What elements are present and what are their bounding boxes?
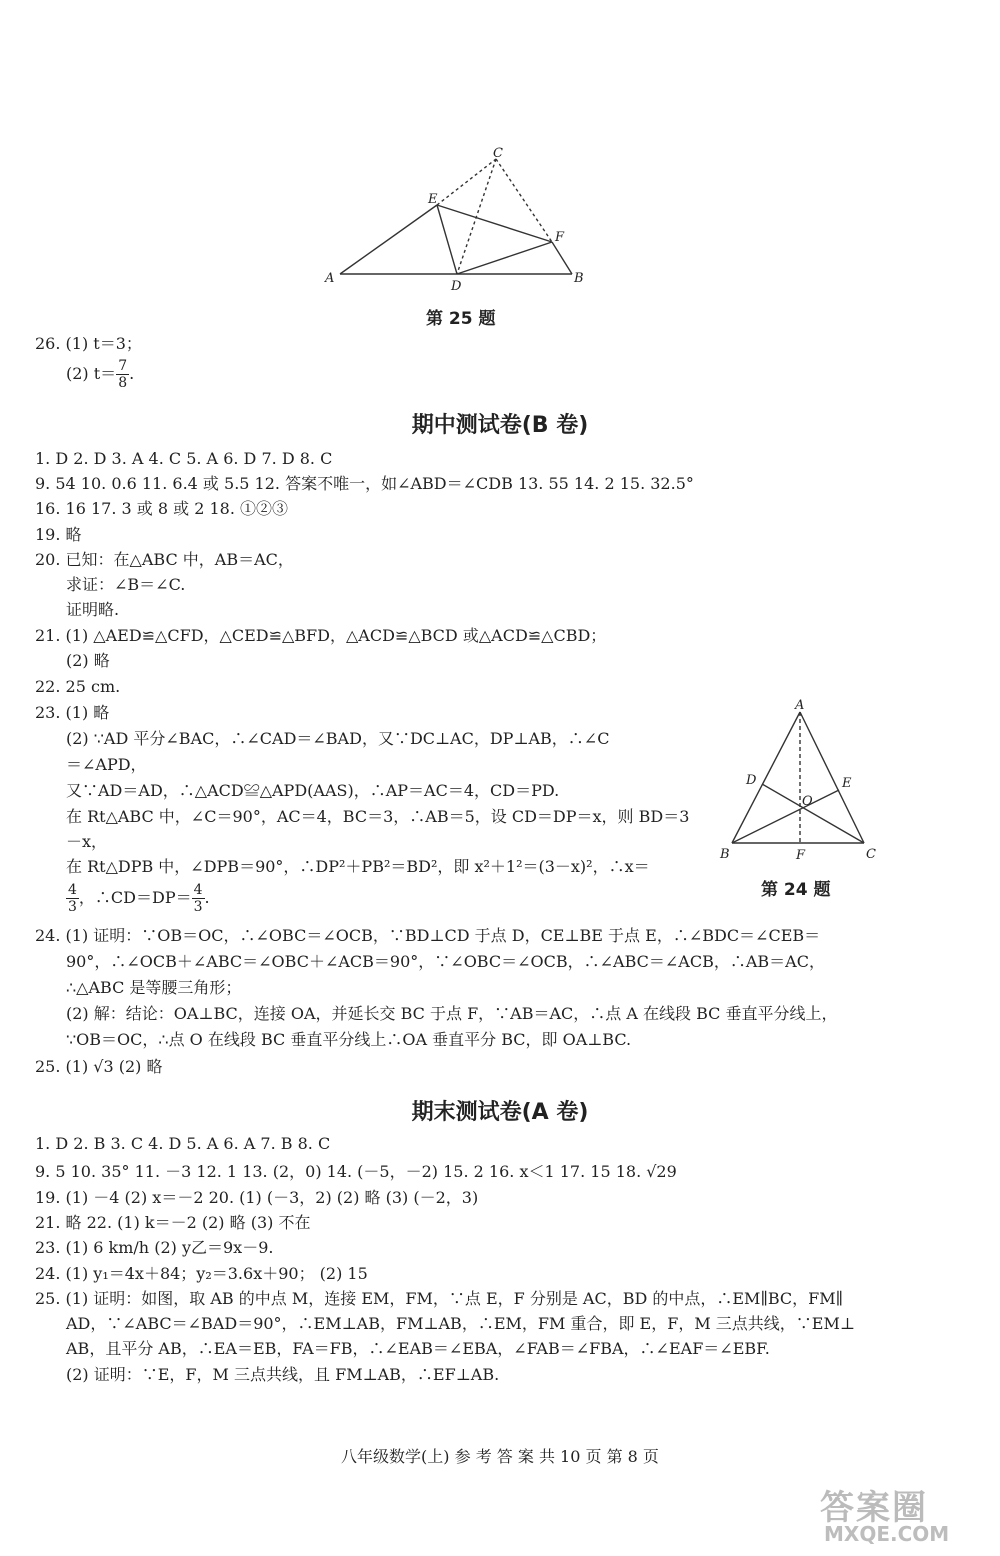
answer-line: (2) 略 xyxy=(66,651,110,670)
segment-ae xyxy=(340,205,437,274)
q26-part2-prefix: (2) t＝ xyxy=(66,364,117,383)
segment-ef xyxy=(437,205,552,242)
q23-fraction-cd-numerator: 4 xyxy=(193,882,203,898)
point-label-d: D xyxy=(451,279,462,294)
section-b-title: 期中测试卷(B 卷) xyxy=(411,413,589,438)
watermark xyxy=(820,1478,990,1548)
figure-25-diagram xyxy=(320,145,600,295)
answer-line: 25. (1) √3 (2) 略 xyxy=(35,1057,163,1076)
point-label-f: F xyxy=(796,848,806,863)
answer-line: 19. 略 xyxy=(35,525,82,544)
answer-line: 9. 54 10. 0.6 11. 6.4 或 5.5 12. 答案不唯一，如∠ABD＝∠CDB 13. 55 14. 2 15. 32.5° xyxy=(35,474,694,493)
answer-line: 1. D 2. D 3. A 4. C 5. A 6. D 7. D 8. C xyxy=(35,449,333,468)
q23-conclusion-text: ，∴CD＝DP＝ xyxy=(78,888,192,907)
watermark-logo-text: 答案圈 xyxy=(820,1488,928,1528)
point-label-o: O xyxy=(802,794,813,809)
point-label-c: C xyxy=(866,847,876,862)
answer-line: ∴△ABC 是等腰三角形； xyxy=(66,978,242,997)
q23-fraction-cd xyxy=(192,882,205,915)
figure-25-caption: 第 25 题 xyxy=(426,309,496,329)
q23-fraction-x xyxy=(66,882,79,915)
figure-24-diagram xyxy=(712,698,892,868)
answer-line: 在 Rt△ABC 中，∠C＝90°，AC＝4，BC＝3，∴AB＝5，设 CD＝DP＝x，则 BD＝3 xyxy=(66,807,690,826)
answer-line: ＝∠APD， xyxy=(66,755,147,774)
answer-line: 24. (1) 证明：∵OB＝OC，∴∠OBC＝∠OCB，∵BD⊥CD 于点 D，CE⊥BE 于点 E，∴∠BDC＝∠CEB＝ xyxy=(35,926,821,945)
answer-line: (2) 证明：∵E，F，M 三点共线，且 FM⊥AB，∴EF⊥AB. xyxy=(66,1365,500,1384)
answer-line: 9. 5 10. 35° 11. －3 12. 1 13. (2，0) 14. (－5，－2) 15. 2 16. x＜1 17. 15 18. √29 xyxy=(35,1162,677,1181)
point-label-e: E xyxy=(842,776,852,791)
answer-line: 21. (1) △AED≌△CFD，△CED≌△BFD，△ACD≌△BCD 或△ACD≌△CBD； xyxy=(35,626,607,645)
answer-line: 22. 25 cm. xyxy=(35,677,121,696)
answer-line: 1. D 2. B 3. C 4. D 5. A 6. A 7. B 8. C xyxy=(35,1134,331,1153)
q26-part2-suffix: . xyxy=(129,364,135,383)
segment-ed xyxy=(437,205,457,274)
answer-line: 90°，∴∠OCB＋∠ABC＝∠OBC＋∠ACB＝90°，∵∠OBC＝∠OCB，∴∠ABC＝∠ACB，∴AB＝AC， xyxy=(66,952,825,971)
answer-line: 在 Rt△DPB 中，∠DPB＝90°，∴DP²＋PB²＝BD²，即 x²＋1²＝(3－x)²，∴x＝ xyxy=(66,857,650,876)
segment-cd xyxy=(762,784,864,843)
segment-ac xyxy=(800,712,864,843)
segment-cd-dashed xyxy=(457,159,496,274)
segment-ec-dashed xyxy=(437,159,496,205)
point-label-b: B xyxy=(720,847,730,862)
answer-line: －x， xyxy=(66,832,108,851)
answer-line: 16. 16 17. 3 或 8 或 2 18. ①②③ xyxy=(35,499,289,518)
answer-line: 23. (1) 6 km/h (2) y乙＝9x－9. xyxy=(35,1238,274,1257)
point-label-e: E xyxy=(428,192,438,207)
q23-fraction-cd-denominator: 3 xyxy=(193,899,203,915)
q23-conclusion xyxy=(66,878,210,918)
section-a-title: 期末测试卷(A 卷) xyxy=(411,1100,589,1125)
answer-line: 19. (1) －4 (2) x＝－2 20. (1) (－3，2) (2) 略 (3) (－2，3) xyxy=(35,1188,479,1207)
answer-line: AD，∵∠ABC＝∠BAD＝90°，∴EM⊥AB，FM⊥AB，∴EM，FM 重合，即 E，F，M 三点共线，∵EM⊥ xyxy=(66,1314,855,1333)
q26-part1: 26. (1) t＝3； xyxy=(35,334,142,353)
point-label-c: C xyxy=(493,146,503,161)
answer-line: 证明略. xyxy=(66,600,120,619)
q26-part2 xyxy=(66,354,134,394)
answer-line: 21. 略 22. (1) k＝－2 (2) 略 (3) 不在 xyxy=(35,1213,311,1232)
watermark-url: MXQE.COM xyxy=(824,1522,950,1546)
segment-df xyxy=(457,242,552,274)
segment-cf-dashed xyxy=(496,159,552,242)
point-label-b: B xyxy=(574,271,584,286)
answer-line: 求证：∠B＝∠C. xyxy=(66,575,186,594)
q23-fraction-x-numerator: 4 xyxy=(68,882,77,898)
q26-fraction-denominator: 8 xyxy=(118,375,128,391)
segment-fb xyxy=(552,242,572,274)
figure-24-caption: 第 24 题 xyxy=(761,880,831,900)
answer-line: 又∵AD＝AD，∴△ACD≌△APD(AAS)，∴AP＝AC＝4，CD＝PD. xyxy=(66,781,560,800)
segment-ab xyxy=(732,712,800,843)
q26-fraction-numerator: 7 xyxy=(118,358,128,374)
point-label-f: F xyxy=(555,230,565,245)
q23-fraction-x-denominator: 3 xyxy=(68,899,77,915)
answer-line: 20. 已知：在△ABC 中，AB＝AC， xyxy=(35,550,294,569)
answer-line: AB，且平分 AB，∴EA＝EB，FA＝FB，∴∠EAB＝∠EBA，∠FAB＝∠FBA，∴∠EAF＝∠EBF. xyxy=(66,1339,770,1358)
q23-conclusion-end: . xyxy=(204,888,210,907)
answer-line: (2) 解：结论：OA⊥BC，连接 OA，并延长交 BC 于点 F，∵AB＝AC，∴点 A 在线段 BC 垂直平分线上， xyxy=(66,1004,838,1023)
answer-line: 25. (1) 证明：如图，取 AB 的中点 M，连接 EM，FM，∵点 E，F 分别是 AC，BD 的中点，∴EM∥BC，FM∥ xyxy=(35,1289,844,1308)
answer-line: (2) ∵AD 平分∠BAC，∴∠CAD＝∠BAD，又∵DC⊥AC，DP⊥AB，∴∠C xyxy=(66,729,610,748)
q26-fraction xyxy=(116,358,129,391)
point-label-a: A xyxy=(325,271,335,286)
point-label-a: A xyxy=(795,698,805,713)
page-footer: 八年级数学(上) 参 考 答 案 共 10 页 第 8 页 xyxy=(341,1447,659,1466)
answer-line: 23. (1) 略 xyxy=(35,703,110,722)
answer-line: 24. (1) y₁＝4x＋84；y₂＝3.6x＋90； (2) 15 xyxy=(35,1264,368,1283)
point-label-d: D xyxy=(746,773,757,788)
answer-line: ∵OB＝OC，∴点 O 在线段 BC 垂直平分线上∴OA 垂直平分 BC，即 OA⊥BC. xyxy=(66,1030,632,1049)
